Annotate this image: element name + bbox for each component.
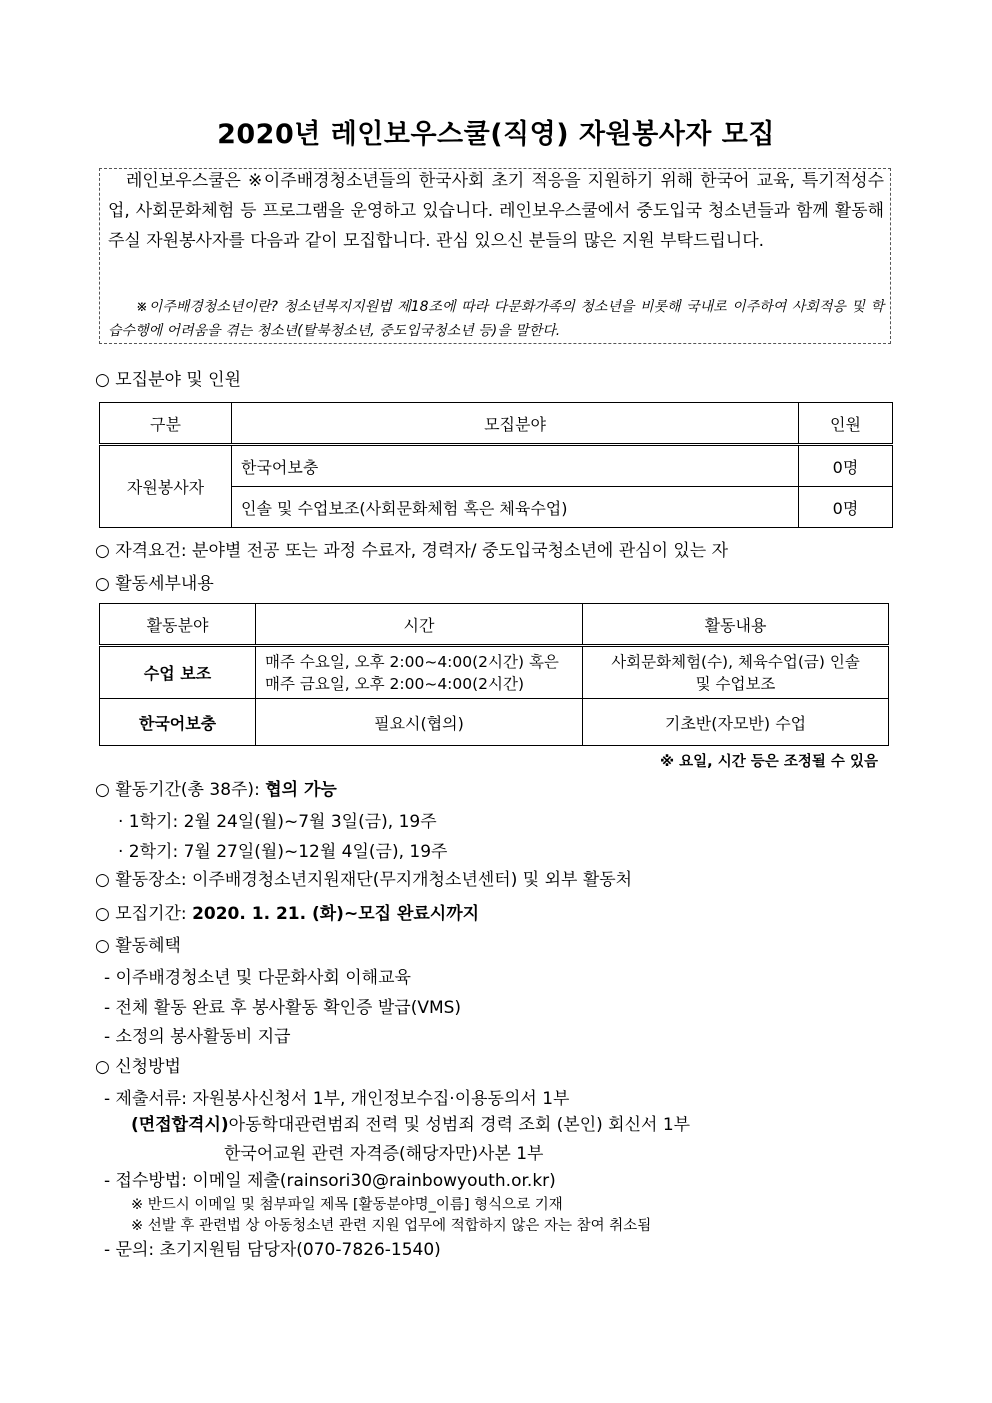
recruit-period-label: ○ 모집기간: [95, 904, 193, 924]
recruit-table [99, 402, 893, 528]
activity-content: 기초반(자모반) 수업 [583, 699, 889, 746]
activity-note: ※ 요일, 시간 등은 조정될 수 있음 [660, 754, 878, 770]
benefit-item: - 전체 활동 완료 후 봉사활동 확인증 발급(VMS) [104, 998, 462, 1018]
recruit-count: 0명 [799, 487, 893, 528]
header-category: 구분 [100, 403, 232, 445]
recruit-field: 한국어보충 [232, 445, 799, 487]
table-row [100, 445, 893, 487]
apply-docs3: 한국어교원 관련 자격증(해당자만)사본 1부 [224, 1144, 544, 1164]
qualification-line: ○ 자격요건: 분야별 전공 또는 과정 수료자, 경력자/ 중도입국청소년에 관심이 있는 자 [95, 541, 729, 561]
apply-docs: - 제출서류: 자원봉사신청서 1부, 개인정보수집·이용동의서 1부 [104, 1089, 570, 1109]
activity-content-line: 및 수업보조 [695, 674, 776, 693]
apply-docs2-bold: (면접합격시) [131, 1115, 229, 1135]
table-row [100, 699, 889, 746]
recruit-period-line [95, 902, 479, 926]
activity-field: 수업 보조 [100, 646, 256, 699]
activity-time-line: 매주 수요일, 오후 2:00~4:00(2시간) 혹은 [265, 652, 559, 671]
activity-content-line: 사회문화체험(수), 체육수업(금) 인솔 [611, 652, 860, 671]
apply-method: - 접수방법: 이메일 제출(rainsori30@rainbowyouth.or.kr) [104, 1171, 556, 1191]
apply-docs2-line [131, 1113, 690, 1137]
activity-time [256, 646, 583, 699]
section-activity-heading: ○ 활동세부내용 [95, 574, 214, 594]
activity-field: 한국어보충 [100, 699, 256, 746]
intro-paragraph: 레인보우스쿨은 ※이주배경청소년들의 한국사회 초기 적응을 지원하기 위해 한국어 교육, 특기적성수업, 사회문화체험 등 프로그램을 운영하고 있습니다. 레인보우스쿨에서 중도입국 청소년들과 함께 활동해주실 자원봉사자를 다음과 같이 모집합니다. 관심 있으신 분들의 많은 지원 부탁드립니다. [108, 171, 884, 251]
recruit-group: 자원봉사자 [100, 445, 232, 528]
activity-content [583, 646, 889, 699]
place-line: ○ 활동장소: 이주배경청소년지원재단(무지개청소년센터) 및 외부 활동처 [95, 870, 633, 890]
activity-table-header [100, 604, 889, 646]
apply-contact: - 문의: 초기지원팀 담당자(070-7826-1540) [104, 1240, 441, 1260]
recruit-field: 인솔 및 수업보조(사회문화체험 혹은 체육수업) [232, 487, 799, 528]
benefit-item: - 소정의 봉사활동비 지급 [104, 1027, 291, 1047]
benefit-item: - 이주배경청소년 및 다문화사회 이해교육 [104, 968, 411, 988]
section-recruit-heading: ○ 모집분야 및 인원 [95, 370, 241, 390]
term1-line: · 1학기: 2월 24일(월)~7월 3일(금), 19주 [118, 812, 437, 832]
recruit-count: 0명 [799, 445, 893, 487]
apply-note: ※ 선발 후 관련법 상 아동청소년 관련 지원 업무에 적합하지 않은 자는 참여 취소됨 [131, 1218, 652, 1234]
intro-note: ※이주배경청소년이란? 청소년복지지원법 제18조에 따라 다문화가족의 청소년을 비롯해 국내로 이주하여 사회적응 및 학습수행에 어려움을 겪는 청소년(탈북청소년, 중도입국청소년 등)을 말한다. [108, 299, 884, 339]
period-line [95, 778, 337, 802]
period-bold: 협의 가능 [265, 780, 337, 800]
term2-line: · 2학기: 7월 27일(월)~12월 4일(금), 19주 [118, 842, 448, 862]
header-activity-field: 활동분야 [100, 604, 256, 646]
period-label: ○ 활동기간(총 38주): [95, 780, 266, 800]
header-count: 인원 [799, 403, 893, 445]
activity-table [99, 603, 889, 746]
recruit-period-bold: 2020. 1. 21. (화)~모집 완료시까지 [192, 904, 480, 924]
apply-note: ※ 반드시 이메일 및 첨부파일 제목 [활동분야명_이름] 형식으로 기재 [131, 1197, 563, 1213]
header-field: 모집분야 [232, 403, 799, 445]
activity-time-line: 매주 금요일, 오후 2:00~4:00(2시간) [265, 674, 525, 693]
apply-docs2: 아동학대관련범죄 전력 및 성범죄 경력 조회 (본인) 회신서 1부 [228, 1115, 691, 1135]
activity-time: 필요시(협의) [256, 699, 583, 746]
page-title: 2020년 레인보우스쿨(직영) 자원봉사자 모집 [217, 119, 775, 150]
recruit-table-header [100, 403, 893, 445]
apply-heading: ○ 신청방법 [95, 1057, 181, 1077]
header-content: 활동내용 [583, 604, 889, 646]
benefits-heading: ○ 활동혜택 [95, 936, 181, 956]
header-time: 시간 [256, 604, 583, 646]
table-row [100, 646, 889, 699]
